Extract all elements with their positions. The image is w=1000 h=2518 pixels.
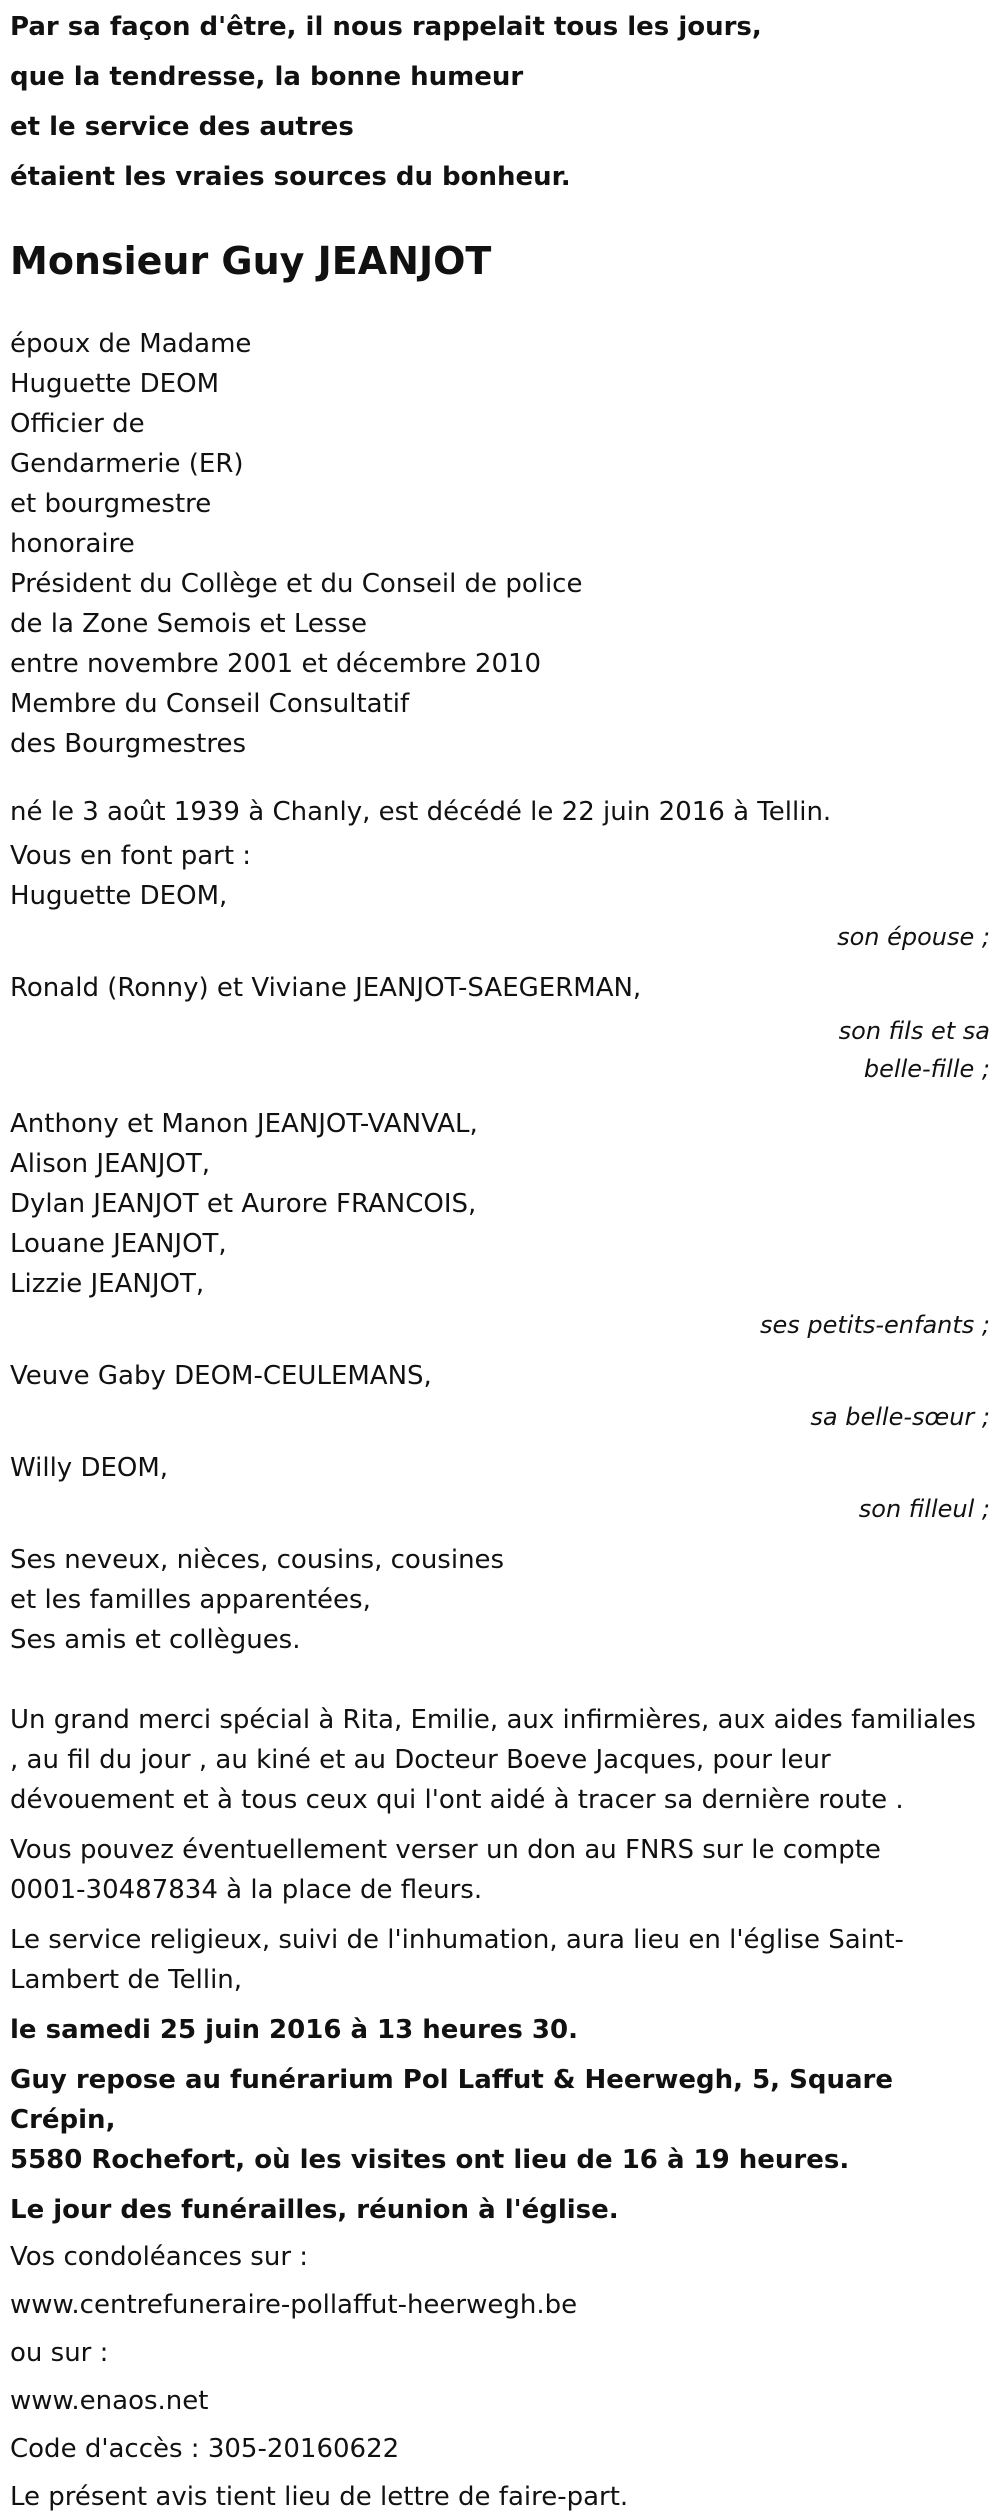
thanks-paragraph bbox=[10, 1700, 990, 1820]
text-line: et les familles apparentées, bbox=[10, 1585, 371, 1615]
other-mourners bbox=[10, 1540, 990, 1660]
family-member: Louane JEANJOT, bbox=[10, 1229, 227, 1259]
relation-label: sa belle-sœur ; bbox=[810, 1403, 990, 1431]
bio-line: Gendarmerie (ER) bbox=[10, 449, 244, 479]
family-member: Anthony et Manon JEANJOT-VANVAL, bbox=[10, 1109, 478, 1139]
bio-line: Président du Collège et du Conseil de police bbox=[10, 569, 583, 599]
family-entry bbox=[10, 1448, 990, 1530]
funeral-day-note: Le jour des funérailles, réunion à l'église. bbox=[10, 2195, 619, 2225]
bio-line: des Bourgmestres bbox=[10, 729, 246, 759]
family-member: Lizzie JEANJOT, bbox=[10, 1269, 205, 1299]
text-line: Guy repose au funérarium Pol Laffut & Heerwegh, 5, Square Crépin, bbox=[10, 2065, 893, 2135]
family-member: Veuve Gaby DEOM-CEULEMANS, bbox=[10, 1361, 432, 1391]
bio-line: de la Zone Semois et Lesse bbox=[10, 609, 367, 639]
relation-label: son filleul ; bbox=[858, 1495, 990, 1523]
family-entry bbox=[10, 1356, 990, 1438]
alternative-label: ou sur : bbox=[10, 2338, 109, 2368]
donation-paragraph bbox=[10, 1830, 990, 1910]
enaos-link[interactable]: www.enaos.net bbox=[10, 2386, 209, 2416]
funeral-home-paragraph bbox=[10, 2060, 990, 2180]
text-line: 5580 Rochefort, où les visites ont lieu de 16 à 19 heures. bbox=[10, 2145, 850, 2175]
deceased-name: Monsieur Guy JEANJOT bbox=[10, 239, 492, 283]
bio-line: Membre du Conseil Consultatif bbox=[10, 689, 410, 719]
epigraph-line: étaient les vraies sources du bonheur. bbox=[10, 162, 571, 192]
closing-info bbox=[10, 2236, 990, 2518]
text-line: dévouement et à tous ceux qui l'ont aidé à tracer sa dernière route . bbox=[10, 1785, 904, 1815]
relation-label: ses petits-enfants ; bbox=[759, 1311, 990, 1339]
text-line: Vous pouvez éventuellement verser un don au FNRS sur le compte bbox=[10, 1835, 881, 1865]
family-entry bbox=[10, 968, 990, 1088]
epigraph-line: que la tendresse, la bonne humeur bbox=[10, 62, 524, 92]
announcement-intro: Vous en font part : bbox=[10, 841, 252, 871]
bio-line: et bourgmestre bbox=[10, 489, 212, 519]
service-date: le samedi 25 juin 2016 à 13 heures 30. bbox=[10, 2015, 578, 2045]
epigraph-line: Par sa façon d'être, il nous rappelait tous les jours, bbox=[10, 12, 762, 42]
family-list bbox=[10, 876, 990, 1530]
condolences-label: Vos condoléances sur : bbox=[10, 2242, 309, 2272]
bio-line: Huguette DEOM bbox=[10, 369, 220, 399]
epigraph bbox=[10, 2, 990, 202]
text-line: Ses neveux, nièces, cousins, cousines bbox=[10, 1545, 505, 1575]
access-code: Code d'accès : 305-20160622 bbox=[10, 2434, 400, 2464]
relation-label: belle-fille ; bbox=[863, 1055, 990, 1083]
text-line: Lambert de Tellin, bbox=[10, 1965, 243, 1995]
condolences-link[interactable]: www.centrefuneraire-pollaffut-heerwegh.be bbox=[10, 2290, 578, 2320]
text-line: Ses amis et collègues. bbox=[10, 1625, 301, 1655]
text-line: 0001-30487834 à la place de fleurs. bbox=[10, 1875, 483, 1905]
bio-line: honoraire bbox=[10, 529, 135, 559]
relation-label: son épouse ; bbox=[837, 923, 990, 951]
bio-line: Officier de bbox=[10, 409, 145, 439]
family-entry bbox=[10, 876, 990, 958]
epigraph-line: et le service des autres bbox=[10, 112, 354, 142]
family-member: Ronald (Ronny) et Viviane JEANJOT-SAEGERMAN, bbox=[10, 973, 642, 1003]
family-member: Willy DEOM, bbox=[10, 1453, 169, 1483]
family-member: Dylan JEANJOT et Aurore FRANCOIS, bbox=[10, 1189, 477, 1219]
text-line: Le service religieux, suivi de l'inhumation, aura lieu en l'église Saint- bbox=[10, 1925, 904, 1955]
family-member: Huguette DEOM, bbox=[10, 881, 228, 911]
relation-label: son fils et sa bbox=[838, 1017, 990, 1045]
service-paragraph bbox=[10, 1920, 990, 2000]
obituary-notice bbox=[10, 0, 990, 2518]
bio-line: entre novembre 2001 et décembre 2010 bbox=[10, 649, 542, 679]
birth-death-line: né le 3 août 1939 à Chanly, est décédé le 22 juin 2016 à Tellin. bbox=[10, 797, 832, 827]
text-line: Un grand merci spécial à Rita, Emilie, aux infirmières, aux aides familiales bbox=[10, 1705, 976, 1735]
family-entry bbox=[10, 1104, 990, 1346]
text-line: , au fil du jour , au kiné et au Docteur Boeve Jacques, pour leur bbox=[10, 1745, 831, 1775]
bio-line: époux de Madame bbox=[10, 329, 252, 359]
biography bbox=[10, 324, 990, 764]
closing-note: Le présent avis tient lieu de lettre de faire-part. bbox=[10, 2482, 629, 2512]
family-member: Alison JEANJOT, bbox=[10, 1149, 211, 1179]
